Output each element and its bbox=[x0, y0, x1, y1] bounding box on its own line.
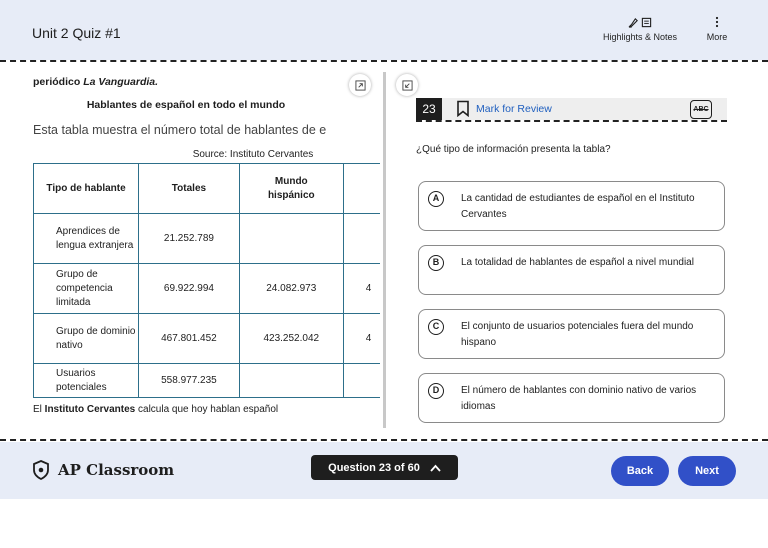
highlights-notes-button[interactable] bbox=[600, 16, 680, 42]
choice-letter: A bbox=[428, 191, 444, 207]
more-vertical-icon bbox=[715, 16, 719, 30]
question-navigator-button[interactable] bbox=[311, 455, 458, 480]
footnote-prefix: El bbox=[33, 404, 45, 415]
quiz-title: Unit 2 Quiz #1 bbox=[32, 25, 121, 41]
answer-choice-c[interactable] bbox=[418, 309, 725, 359]
cell-cut bbox=[343, 214, 380, 264]
header-divider bbox=[0, 60, 768, 62]
cell-cut bbox=[343, 364, 380, 398]
chevron-up-icon bbox=[430, 464, 441, 472]
next-button[interactable]: Next bbox=[678, 456, 736, 486]
highlights-notes-label: Highlights & Notes bbox=[602, 32, 678, 42]
cell-totales: 21.252.789 bbox=[139, 214, 240, 264]
cell-totales: 558.977.235 bbox=[139, 364, 240, 398]
answer-choice-d[interactable] bbox=[418, 373, 725, 423]
column-header-totales: Totales bbox=[139, 164, 240, 214]
cell-mundo bbox=[239, 364, 343, 398]
column-header-tipo: Tipo de hablante bbox=[34, 164, 139, 214]
expand-passage-icon[interactable] bbox=[349, 74, 371, 96]
abc-strikethrough-icon: ABC bbox=[693, 106, 709, 113]
choice-letter: C bbox=[428, 319, 444, 335]
passage-footnote bbox=[33, 404, 380, 415]
choice-letter: D bbox=[428, 383, 444, 399]
footnote-bold: Instituto Cervantes bbox=[44, 404, 136, 415]
passage-pane[interactable] bbox=[0, 64, 380, 426]
more-label: More bbox=[706, 32, 728, 42]
answer-choice-b[interactable] bbox=[418, 245, 725, 295]
choice-text: La cantidad de estudiantes de español en el Instituto Cervantes bbox=[461, 193, 695, 220]
cell-tipo: Aprendices de lengua extranjera bbox=[34, 214, 139, 264]
question-number: 23 bbox=[416, 98, 442, 120]
table-row bbox=[34, 264, 381, 314]
choice-text: El conjunto de usuarios potenciales fuera del mundo hispano bbox=[461, 321, 694, 348]
question-stem: ¿Qué tipo de información presenta la tabla? bbox=[416, 144, 611, 155]
passage-cut-line bbox=[33, 76, 380, 89]
pane-divider[interactable] bbox=[383, 72, 386, 428]
answer-choice-a[interactable] bbox=[418, 181, 725, 231]
back-button[interactable]: Back bbox=[611, 456, 669, 486]
question-bar-divider bbox=[416, 120, 727, 122]
speakers-table bbox=[33, 163, 380, 398]
passage-cut-italic: La Vanguardia. bbox=[83, 76, 159, 88]
cell-tipo: Grupo de dominio nativo bbox=[34, 314, 139, 364]
bookmark-icon bbox=[456, 100, 470, 117]
footnote-suffix: calcula que hoy hablan español bbox=[135, 404, 279, 415]
more-button[interactable] bbox=[700, 16, 734, 42]
expand-question-icon[interactable] bbox=[396, 74, 418, 96]
cell-totales: 467.801.452 bbox=[139, 314, 240, 364]
ap-classroom-logo bbox=[32, 460, 174, 480]
cell-cut: 4 bbox=[343, 314, 380, 364]
column-header-mundo: Mundo hispánico bbox=[239, 164, 343, 214]
table-row bbox=[34, 314, 381, 364]
passage-cut-prefix: periódico bbox=[33, 76, 84, 88]
ap-shield-icon bbox=[32, 460, 50, 480]
brand-name: AP Classroom bbox=[58, 461, 175, 479]
cell-tipo: Usuarios potenciales bbox=[34, 364, 139, 398]
highlighter-icon bbox=[628, 17, 639, 30]
cell-cut: 4 bbox=[343, 264, 380, 314]
cell-mundo: 24.082.973 bbox=[239, 264, 343, 314]
cell-totales: 69.922.994 bbox=[139, 264, 240, 314]
answer-eliminator-button[interactable] bbox=[690, 100, 712, 119]
table-source: Source: Instituto Cervantes bbox=[192, 149, 314, 160]
bottom-footer bbox=[0, 442, 768, 499]
choice-text: La totalidad de hablantes de español a nivel mundial bbox=[461, 257, 694, 268]
top-header bbox=[0, 0, 768, 60]
cell-tipo: Grupo de competencia limitada bbox=[34, 264, 139, 314]
mark-for-review-button[interactable] bbox=[456, 100, 552, 117]
cell-mundo: 423.252.042 bbox=[239, 314, 343, 364]
column-header-cut bbox=[343, 164, 380, 214]
choice-text: El número de hablantes con dominio nativo de varios idiomas bbox=[461, 385, 697, 412]
mark-for-review-label: Mark for Review bbox=[476, 102, 552, 115]
choice-letter: B bbox=[428, 255, 444, 271]
table-title: Hablantes de español en todo el mundo bbox=[86, 99, 286, 111]
passage-content bbox=[33, 64, 380, 415]
footer-divider bbox=[0, 439, 768, 441]
table-header-row bbox=[34, 164, 381, 214]
cell-mundo bbox=[239, 214, 343, 264]
table-row bbox=[34, 214, 381, 264]
question-navigator-label: Question 23 of 60 bbox=[328, 461, 420, 474]
notes-icon bbox=[641, 17, 652, 30]
table-row bbox=[34, 364, 381, 398]
table-description: Esta tabla muestra el número total de hablantes de e bbox=[33, 123, 327, 137]
